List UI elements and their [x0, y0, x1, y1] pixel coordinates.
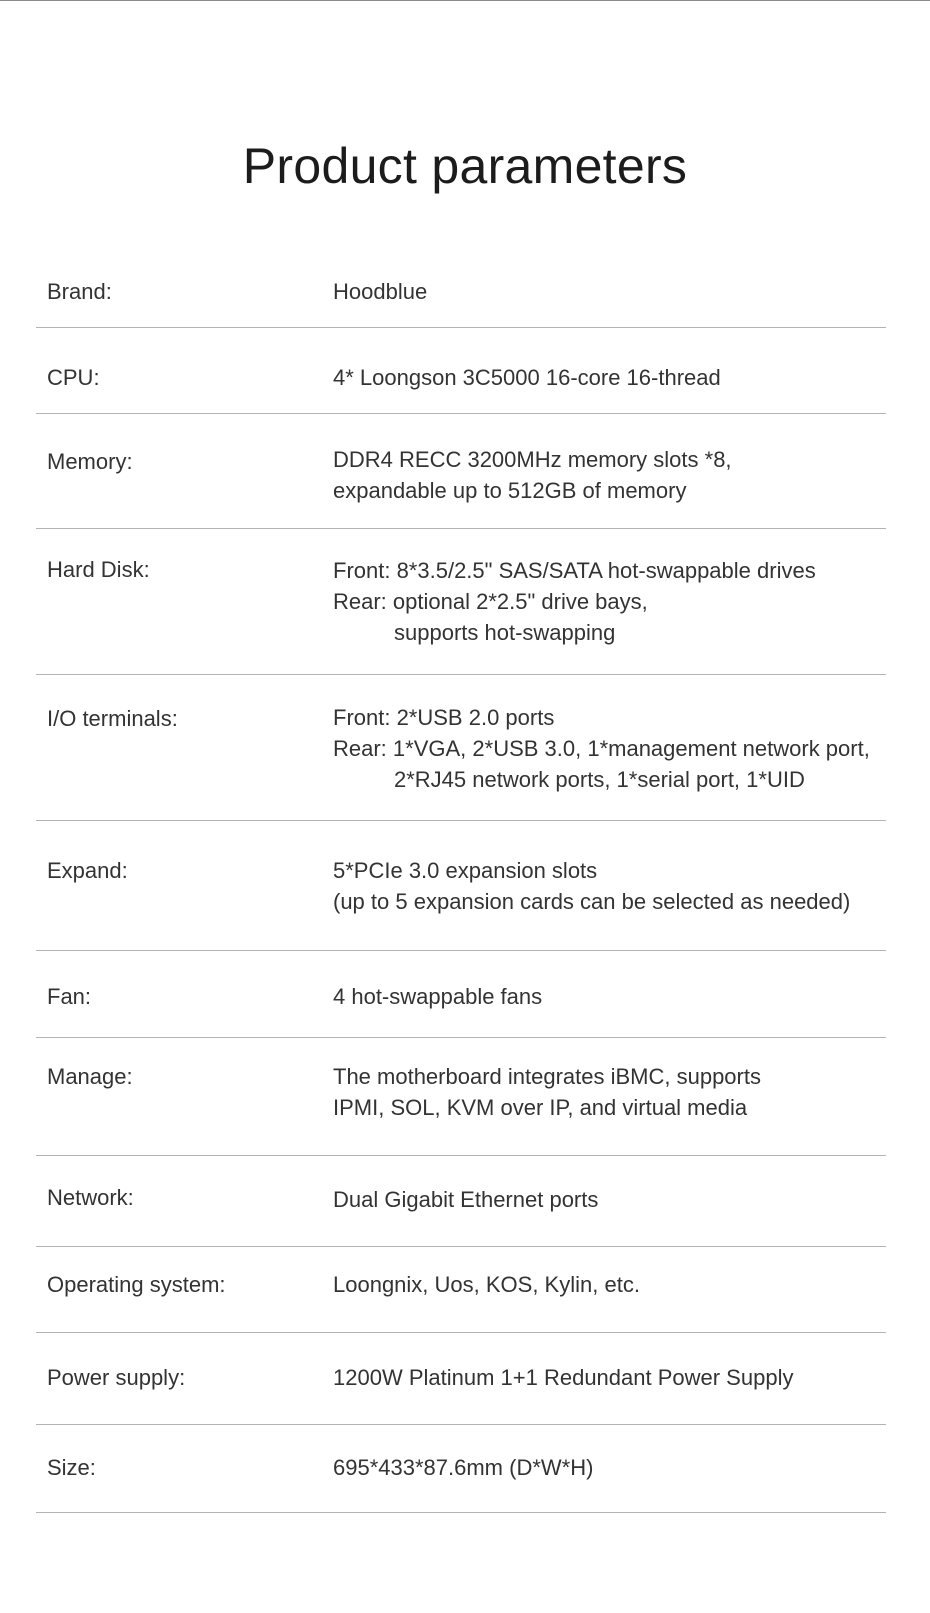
param-row-fan — [36, 951, 886, 1038]
param-value — [333, 1362, 793, 1393]
param-row-power-supply — [36, 1333, 886, 1425]
param-row-hard-disk — [36, 529, 886, 675]
value-line: 695*433*87.6mm (D*W*H) — [333, 1455, 594, 1480]
param-label: Power supply: — [47, 1365, 186, 1390]
param-row-brand — [36, 241, 886, 328]
page-title: Product parameters — [242, 138, 688, 194]
param-label: Size: — [47, 1455, 96, 1480]
param-row-network — [36, 1156, 886, 1247]
value-line: Rear: 1*VGA, 2*USB 3.0, 1*management network port, — [333, 736, 870, 761]
value-line: Front: 8*3.5/2.5" SAS/SATA hot-swappable drives — [333, 558, 816, 583]
param-value — [333, 362, 721, 393]
value-line: IPMI, SOL, KVM over IP, and virtual media — [333, 1095, 748, 1120]
param-value — [333, 702, 870, 795]
param-label: Operating system: — [47, 1272, 226, 1297]
value-line: 2*RJ45 network ports, 1*serial port, 1*UID — [394, 767, 805, 792]
param-value — [333, 1269, 640, 1300]
param-value — [333, 1061, 761, 1123]
param-label: Memory: — [47, 449, 133, 474]
param-row-memory — [36, 414, 886, 529]
param-value — [333, 981, 542, 1012]
value-line: Loongnix, Uos, KOS, Kylin, etc. — [333, 1272, 640, 1297]
value-line: Hoodblue — [333, 279, 428, 304]
param-label: Network: — [47, 1185, 134, 1210]
value-line: The motherboard integrates iBMC, supports — [333, 1064, 761, 1089]
value-line: 4 hot-swappable fans — [333, 984, 543, 1009]
param-row-manage — [36, 1038, 886, 1156]
param-row-cpu — [36, 328, 886, 414]
value-line: supports hot-swapping — [394, 620, 616, 645]
value-line: Rear: optional 2*2.5" drive bays, — [333, 589, 648, 614]
param-label: Hard Disk: — [47, 557, 150, 582]
value-line: Front: 2*USB 2.0 ports — [333, 705, 555, 730]
param-row-expand — [36, 821, 886, 951]
param-label: Brand: — [47, 279, 112, 304]
param-row-operating-system — [36, 1247, 886, 1333]
param-label: Fan: — [47, 984, 92, 1009]
value-line: 5*PCIe 3.0 expansion slots — [333, 858, 598, 883]
param-value — [333, 1184, 598, 1215]
param-value — [333, 1452, 593, 1483]
param-label: I/O terminals: — [47, 706, 178, 731]
value-line: 1200W Platinum 1+1 Redundant Power Supply — [333, 1365, 794, 1390]
value-line: Dual Gigabit Ethernet ports — [333, 1187, 599, 1212]
param-value — [333, 276, 427, 307]
param-row-io-terminals — [36, 675, 886, 821]
value-line: DDR4 RECC 3200MHz memory slots *8, — [333, 447, 732, 472]
param-label: CPU: — [47, 365, 100, 390]
value-line: (up to 5 expansion cards can be selected as needed) — [333, 889, 851, 914]
param-value — [333, 855, 850, 917]
param-value — [333, 555, 816, 648]
top-divider — [0, 0, 930, 1]
param-label: Manage: — [47, 1064, 133, 1089]
param-label: Expand: — [47, 858, 128, 883]
param-value — [333, 444, 732, 506]
param-row-size — [36, 1425, 886, 1513]
value-line: expandable up to 512GB of memory — [333, 478, 687, 503]
value-line: 4* Loongson 3C5000 16-core 16-thread — [333, 365, 721, 390]
